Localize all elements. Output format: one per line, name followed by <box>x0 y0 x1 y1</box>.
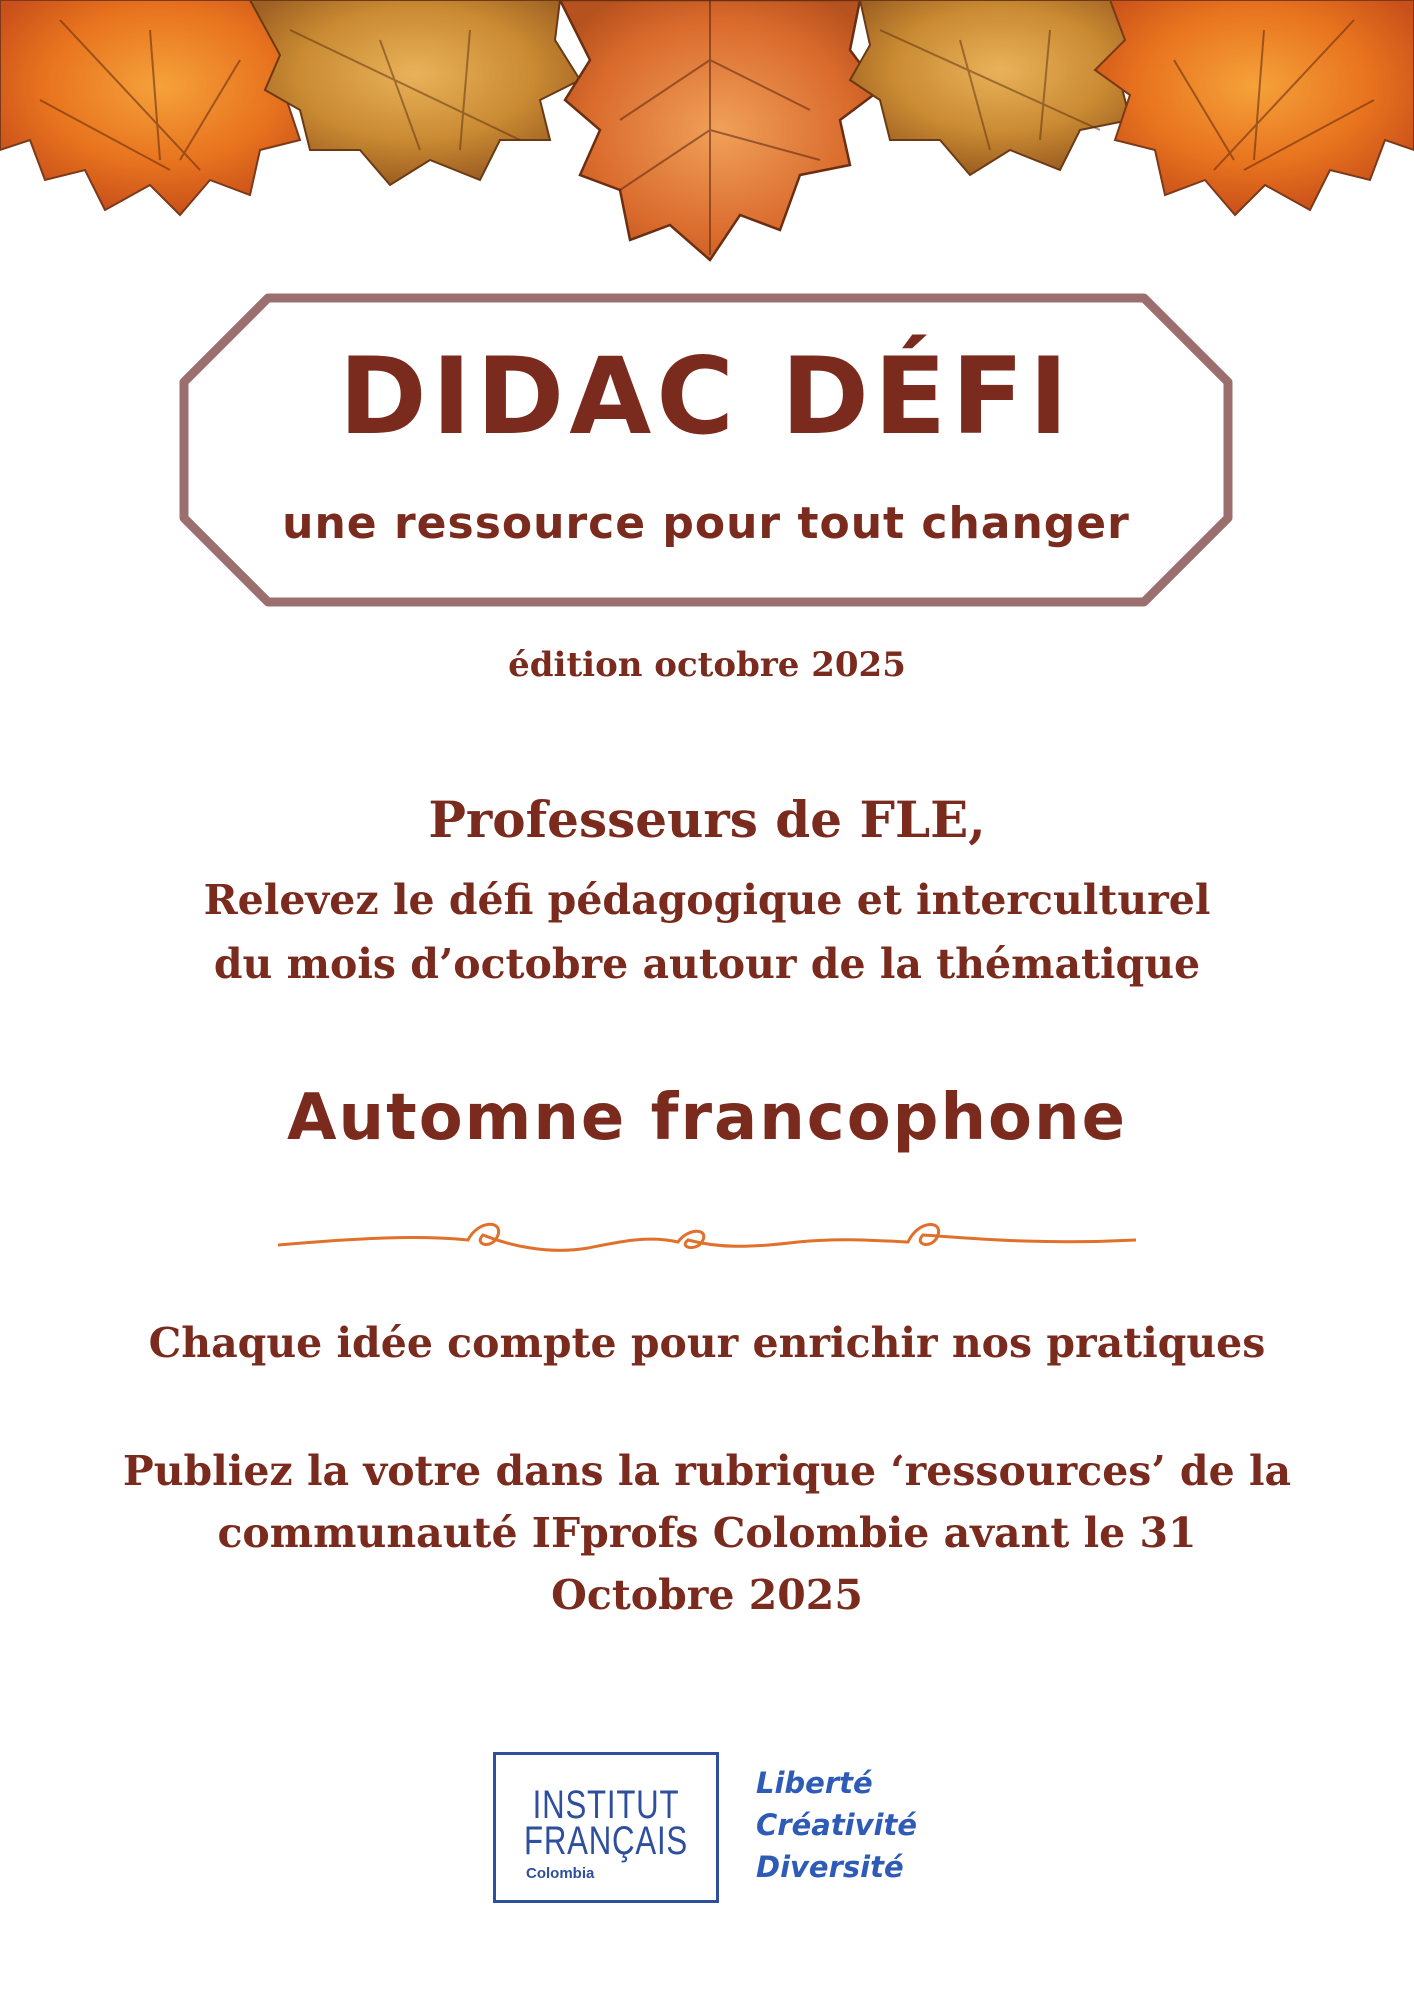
title-frame <box>178 292 1234 608</box>
autumn-leaves-illustration <box>0 0 1414 270</box>
tagline: Chaque idée compte pour enrichir nos pratiques <box>148 1319 1266 1367</box>
edition-label: édition octobre 2025 <box>508 645 906 685</box>
intro-line-2: du mois d’octobre autour de la thématique <box>213 940 1201 988</box>
publish-text <box>0 1440 1414 1626</box>
logo-line-2: FRANÇAIS <box>524 1819 688 1863</box>
intro-heading: Professeurs de FLE, <box>428 790 986 849</box>
motto-diversite: Diversité <box>756 1850 904 1884</box>
page-title: DIDAC DÉFI <box>338 335 1074 458</box>
publish-line-2: communauté IFprofs Colombie avant le 31 <box>217 1509 1197 1557</box>
motto <box>756 1762 917 1888</box>
logo-line-1: INSTITUT <box>532 1783 680 1827</box>
logo-line-3: Colombia <box>526 1865 595 1882</box>
intro-line-1: Relevez le défi pédagogique et interculturel <box>203 876 1211 924</box>
publish-line-1: Publiez la votre dans la rubrique ‘ressources’ de la <box>122 1447 1292 1495</box>
institut-francais-logo <box>493 1752 719 1903</box>
publish-line-3: Octobre 2025 <box>551 1571 863 1619</box>
motto-liberte: Liberté <box>756 1766 873 1800</box>
intro-text <box>0 868 1414 996</box>
motto-creativite: Créativité <box>756 1808 918 1842</box>
ornamental-divider <box>278 1210 1136 1260</box>
page-subtitle: une ressource pour tout changer <box>282 498 1130 549</box>
theme-title: Automne francophone <box>287 1081 1127 1155</box>
